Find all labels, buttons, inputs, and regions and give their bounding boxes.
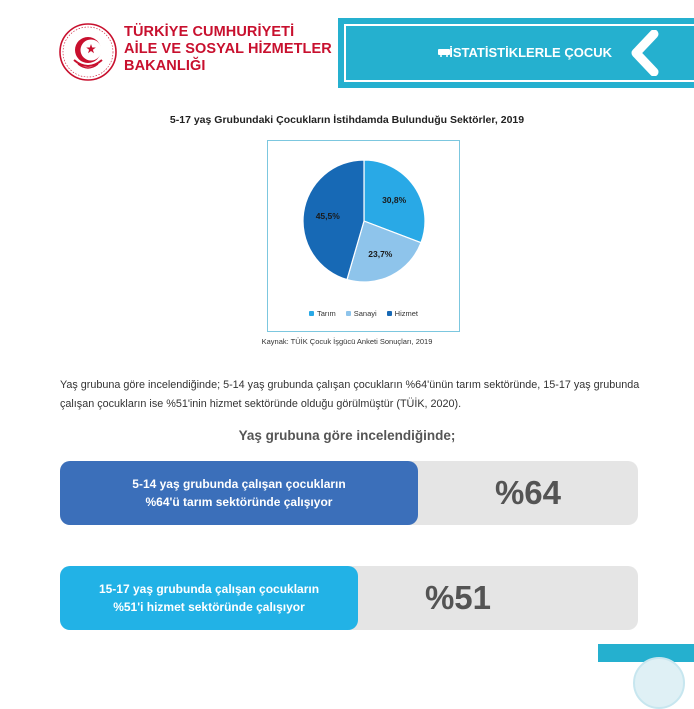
chevron-left-icon [630,30,660,76]
pie-label-sanayi: 23,7% [368,248,393,259]
legend-swatch-sanayi [346,311,351,316]
stat-label-15-17 [60,566,358,630]
footer-circle [633,657,685,709]
chart-frame [267,140,460,332]
stat-card-15-17 [60,566,638,630]
chart-source: Kaynak: TÜİK Çocuk İşgücü Anketi Sonuçları, 2019 [261,337,433,346]
legend-item-hizmet [387,309,418,318]
ministry-line-3: BAKANLIĞI [124,58,206,74]
legend-item-sanayi [346,309,377,318]
pie-chart [268,141,459,306]
banner-title: İSTATİSTİKLERLE ÇOCUK [449,45,612,60]
chart-legend [268,309,459,318]
ministry-name [124,24,332,75]
chart-title: 5-17 yaş Grubundaki Çocukların İstihdamda Bulunduğu Sektörler, 2019 [169,114,525,126]
legend-swatch-tarim [309,311,314,316]
ministry-line-2: AİLE VE SOSYAL HİZMETLER [124,41,332,57]
stat-text-5-14: 5-14 yaş grubunda çalışan çocukların %64'ü tarım sektöründe çalışıyor [132,477,346,509]
body-paragraph: Yaş grubuna göre incelendiğinde; 5-14 yaş grubunda çalışan çocukların %64'ünün tarım sektöründe, 15-17 yaş grubunda çalışan çocukların ise %51'inin hizmet sektöründe olduğu görülmüştür (TÜİK, 2020). [60,379,640,410]
pie-label-tarim: 30,8% [382,195,407,206]
stat-value-5-14: %64 [494,474,562,511]
ministry-logo [58,22,118,82]
stat-text-15-17: 15-17 yaş grubunda çalışan çocukların %51'i hizmet sektöründe çalışıyor [98,582,320,614]
legend-label-tarim: Tarım [316,309,336,318]
stat-value-15-17: %51 [424,579,492,616]
legend-swatch-hizmet [387,311,392,316]
stat-label-5-14 [60,461,418,525]
legend-label-sanayi: Sanayi [353,309,377,318]
pie-label-hizmet: 45,5% [315,210,340,221]
section-title: Yaş grubuna göre incelendiğinde; [238,428,456,443]
stat-card-5-14 [60,461,638,525]
header-banner [338,18,694,88]
ministry-line-1: TÜRKİYE CUMHURİYETİ [124,24,295,40]
legend-label-hizmet: Hizmet [394,309,419,318]
legend-item-tarim [309,309,336,318]
